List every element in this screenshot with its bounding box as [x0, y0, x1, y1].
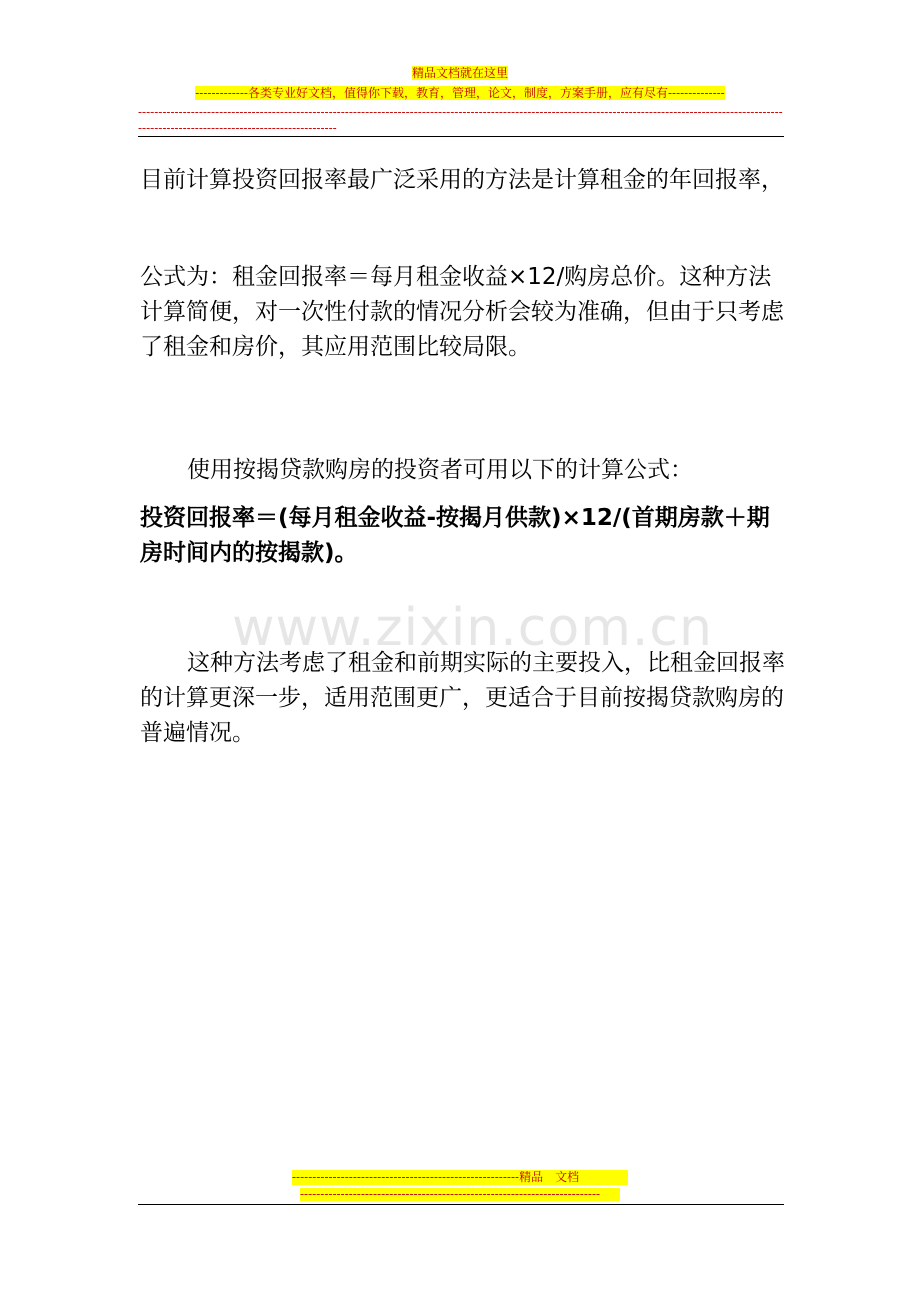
paragraph-conclusion: 这种方法考虑了租金和前期实际的主要投入，比租金回报率的计算更深一步，适用范围更广，更适合于目前按揭贷款购房的普遍情况。: [140, 650, 785, 746]
paragraph-rental-yield-formula: 公式为：租金回报率＝每月租金收益×12/购房总价。这种方法计算简便，对一次性付款的情况分析会较为准确，但由于只考虑了租金和房价，其应用范围比较局限。: [140, 264, 784, 360]
header-title: [0, 66, 920, 81]
watermark: www.zixin.com.cn: [232, 598, 713, 658]
header-tagline: [0, 86, 920, 101]
header-title-text: 精品文档就在这里: [411, 66, 508, 80]
footer-dash-divider: --------------------------------------------------------------------------: [300, 1188, 620, 1201]
paragraph-rental-yield-intro: 目前计算投资回报率最广泛采用的方法是计算租金的年回报率，: [140, 167, 784, 193]
footer-label: --------------------------------------------------------精品 文档: [292, 1170, 628, 1185]
header-tagline-text: -------------各类专业好文档，值得你下载，教育，管理，论文，制度，方案手册，应有尽有--------------: [195, 86, 725, 100]
header-rule: [138, 136, 784, 137]
header-dash-divider: ----------------------------------------------------------------------------------------------------------------------------------------------------------------------------------------------------------------: [138, 105, 783, 135]
footer-rule: [138, 1204, 784, 1205]
paragraph-mortgage-formula: 投资回报率＝(每月租金收益-按揭月供款)×12/(首期房款＋期房时间内的按揭款)。: [140, 505, 770, 566]
paragraph-mortgage-intro: 使用按揭贷款购房的投资者可用以下的计算公式：: [187, 457, 693, 483]
